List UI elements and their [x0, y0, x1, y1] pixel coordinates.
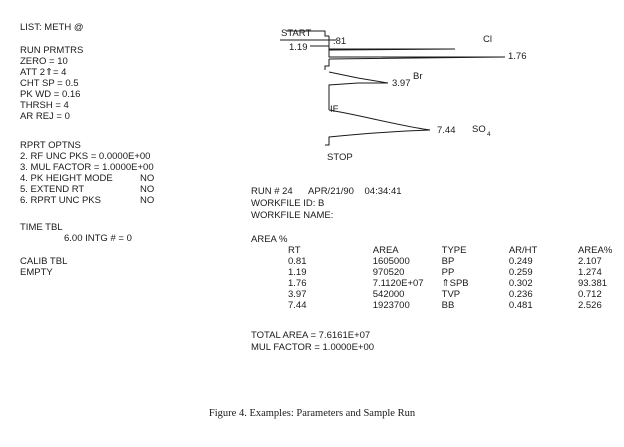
workfile-name: WORKFILE NAME:: [251, 210, 334, 221]
cell-rt: 3.97: [288, 289, 307, 300]
report-options-heading: RPRT OPTNS: [20, 140, 81, 151]
cell-ar-ht: 0.249: [508, 256, 533, 267]
run-param: THRSH = 4: [20, 100, 69, 111]
cell-area: 970520: [372, 267, 405, 278]
calib-table-heading: CALIB TBL: [20, 256, 68, 267]
report-option: 2. RF UNC PKS = 0.0000E+00: [20, 151, 151, 162]
table-row: [262, 267, 624, 278]
run-param: ATT 2⇑= 4: [20, 67, 67, 78]
peak-label-0-81: .81: [333, 36, 347, 47]
column-header-area: AREA: [372, 245, 399, 256]
column-header-type: TYPE: [441, 245, 467, 256]
cell-ar-ht: 0.302: [508, 278, 533, 289]
cell-rt: 1.76: [288, 278, 307, 289]
column-header-rt: RT: [288, 245, 301, 256]
cell-area-percent: 0.712: [577, 289, 602, 300]
report-option: 3. MUL FACTOR = 1.0000E+00: [20, 162, 154, 173]
mul-factor: MUL FACTOR = 1.0000E+00: [251, 342, 375, 353]
if-marker-label: IF: [330, 104, 339, 115]
compound-label-so4: SO: [472, 124, 486, 135]
compound-label-br: Br: [413, 71, 423, 82]
total-area: TOTAL AREA = 7.6161E+07: [251, 330, 371, 341]
column-header-area-percent: AREA%: [577, 245, 613, 256]
run-param: CHT SP = 0.5: [20, 78, 79, 89]
cell-ar-ht: 0.259: [508, 267, 533, 278]
area-heading: AREA %: [251, 234, 288, 245]
run-param: AR REJ = 0: [20, 111, 70, 122]
cell-rt: 7.44: [288, 300, 307, 311]
list-title: LIST: METH @: [20, 22, 84, 33]
column-header-ar-ht: AR/HT: [508, 245, 538, 256]
report-option: 5. EXTEND RT: [20, 184, 85, 195]
compound-label-cl: Cl: [483, 34, 492, 45]
run-params-heading: RUN PRMTRS: [20, 45, 84, 56]
workfile-id: WORKFILE ID: B: [251, 198, 325, 209]
cell-type: BP: [441, 256, 455, 267]
time-table-entry: 6.00 INTG # = 0: [64, 233, 132, 244]
trace-baseline: [325, 59, 329, 70]
cell-rt: 1.19: [288, 267, 307, 278]
run-param: ZERO = 10: [20, 56, 68, 67]
area-table: [262, 245, 624, 311]
report-option: 6. RPRT UNC PKS: [20, 195, 101, 206]
compound-label-so4-subscript: 4: [487, 131, 491, 138]
trace-peak-so4: [325, 110, 430, 145]
table-row: [262, 278, 624, 289]
cell-type: TVP: [441, 289, 461, 300]
report-option: 4. PK HEIGHT MODE: [20, 173, 113, 184]
calib-table-value: EMPTY: [20, 267, 53, 278]
figure-caption: Figure 4. Examples: Parameters and Sample Run: [208, 408, 416, 419]
cell-ar-ht: 0.481: [508, 300, 533, 311]
time-table-heading: TIME TBL: [20, 222, 63, 233]
peak-label-1-19: 1.19: [289, 42, 308, 53]
cell-area: 542000: [372, 289, 405, 300]
table-row: [262, 300, 624, 311]
cell-area-percent: 93.381: [577, 278, 608, 289]
peak-label-1-76: 1.76: [508, 51, 527, 62]
cell-area: 1605000: [372, 256, 410, 267]
table-row: [262, 256, 624, 267]
start-label: START: [281, 28, 312, 39]
cell-rt: 0.81: [288, 256, 307, 267]
cell-area-percent: 2.526: [577, 300, 602, 311]
report-option-value: NO: [140, 184, 155, 195]
peak-label-3-97: 3.97: [392, 78, 411, 89]
cell-type: ⇑SPB: [441, 278, 469, 289]
table-header-row: [262, 245, 624, 256]
cell-area: 1923700: [372, 300, 410, 311]
cell-area-percent: 2.107: [577, 256, 602, 267]
report-option-value: NO: [140, 195, 155, 206]
cell-ar-ht: 0.236: [508, 289, 533, 300]
table-row: [262, 289, 624, 300]
cell-type: PP: [441, 267, 455, 278]
run-info-line: RUN # 24 APR/21/90 04:34:41: [251, 186, 402, 197]
report-option-value: NO: [140, 173, 155, 184]
cell-area-percent: 1.274: [577, 267, 602, 278]
stop-label: STOP: [327, 152, 353, 163]
run-param: PK WD = 0.16: [20, 89, 81, 100]
cell-type: BB: [441, 300, 455, 311]
cell-area: 7.1120E+07: [372, 278, 424, 289]
peak-label-7-44: 7.44: [437, 125, 456, 136]
